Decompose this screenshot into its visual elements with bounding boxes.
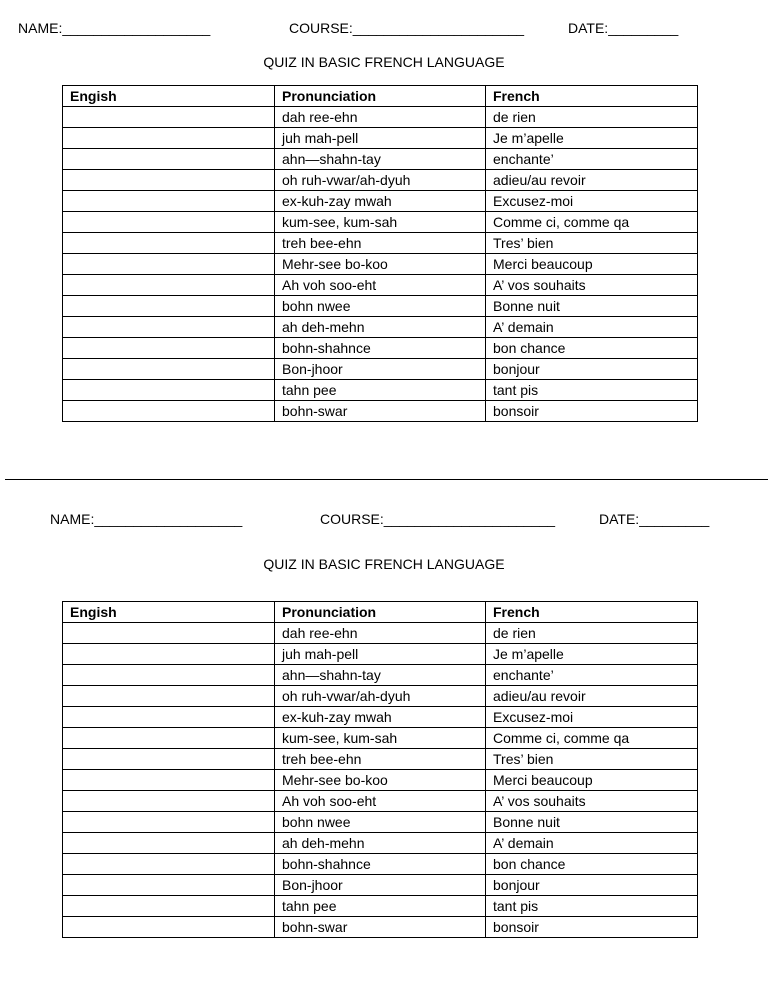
table-row: [63, 917, 698, 938]
pronunciation-cell: ah deh-mehn: [275, 317, 486, 338]
english-answer-cell[interactable]: [63, 317, 275, 338]
english-answer-cell[interactable]: [63, 791, 275, 812]
pronunciation-cell: Mehr-see bo-koo: [275, 254, 486, 275]
table-row: [63, 233, 698, 254]
cut-line-divider: [5, 479, 768, 480]
date-field: DATE:_________: [599, 511, 710, 527]
french-cell: bonsoir: [486, 401, 698, 422]
table-row: [63, 296, 698, 317]
pronunciation-cell: ahn—shahn-tay: [275, 665, 486, 686]
pronunciation-cell: bohn-swar: [275, 917, 486, 938]
table-row: [63, 728, 698, 749]
table-row: [63, 317, 698, 338]
english-answer-cell[interactable]: [63, 107, 275, 128]
table-row: [63, 359, 698, 380]
table-row: [63, 191, 698, 212]
french-cell: bon chance: [486, 338, 698, 359]
french-cell: A’ vos souhaits: [486, 791, 698, 812]
english-answer-cell[interactable]: [63, 917, 275, 938]
table-row: [63, 401, 698, 422]
french-cell: Comme ci, comme qa: [486, 728, 698, 749]
french-cell: Excusez-moi: [486, 191, 698, 212]
french-cell: Excusez-moi: [486, 707, 698, 728]
pronunciation-cell: ex-kuh-zay mwah: [275, 707, 486, 728]
table-header-row: [63, 86, 698, 107]
french-cell: A’ demain: [486, 833, 698, 854]
pronunciation-cell: juh mah-pell: [275, 128, 486, 149]
table-row: [63, 665, 698, 686]
english-answer-cell[interactable]: [63, 686, 275, 707]
english-answer-cell[interactable]: [63, 749, 275, 770]
french-cell: Tres’ bien: [486, 233, 698, 254]
table-row: [63, 749, 698, 770]
french-cell: tant pis: [486, 380, 698, 401]
table-row: [63, 254, 698, 275]
name-field: NAME:___________________: [50, 511, 243, 527]
french-cell: bon chance: [486, 854, 698, 875]
english-answer-cell[interactable]: [63, 359, 275, 380]
french-cell: adieu/au revoir: [486, 170, 698, 191]
french-cell: bonsoir: [486, 917, 698, 938]
english-answer-cell[interactable]: [63, 380, 275, 401]
english-answer-cell[interactable]: [63, 812, 275, 833]
english-answer-cell[interactable]: [63, 875, 275, 896]
french-cell: enchante’: [486, 149, 698, 170]
table-row: [63, 833, 698, 854]
table-row: [63, 380, 698, 401]
english-answer-cell[interactable]: [63, 275, 275, 296]
pronunciation-cell: dah ree-ehn: [275, 623, 486, 644]
table-row: [63, 107, 698, 128]
table-row: [63, 623, 698, 644]
table-row: [63, 812, 698, 833]
english-answer-cell[interactable]: [63, 212, 275, 233]
pronunciation-cell: Bon-jhoor: [275, 875, 486, 896]
english-answer-cell[interactable]: [63, 401, 275, 422]
french-cell: enchante’: [486, 665, 698, 686]
pronunciation-cell: Ah voh soo-eht: [275, 275, 486, 296]
table-row: [63, 149, 698, 170]
english-answer-cell[interactable]: [63, 854, 275, 875]
pronunciation-cell: tahn pee: [275, 896, 486, 917]
english-answer-cell[interactable]: [63, 254, 275, 275]
french-cell: Bonne nuit: [486, 296, 698, 317]
pronunciation-cell: juh mah-pell: [275, 644, 486, 665]
column-header-english: Engish: [63, 86, 275, 107]
pronunciation-cell: kum-see, kum-sah: [275, 728, 486, 749]
quiz-table: [62, 85, 698, 422]
table-row: [63, 875, 698, 896]
pronunciation-cell: bohn-swar: [275, 401, 486, 422]
english-answer-cell[interactable]: [63, 665, 275, 686]
english-answer-cell[interactable]: [63, 728, 275, 749]
pronunciation-cell: oh ruh-vwar/ah-dyuh: [275, 686, 486, 707]
pronunciation-cell: treh bee-ehn: [275, 233, 486, 254]
table-row: [63, 770, 698, 791]
table-row: [63, 686, 698, 707]
quiz-title: QUIZ IN BASIC FRENCH LANGUAGE: [263, 556, 505, 572]
english-answer-cell[interactable]: [63, 833, 275, 854]
column-header-french: French: [486, 86, 698, 107]
column-header-english: Engish: [63, 602, 275, 623]
french-cell: A’ vos souhaits: [486, 275, 698, 296]
french-cell: adieu/au revoir: [486, 686, 698, 707]
pronunciation-cell: ex-kuh-zay mwah: [275, 191, 486, 212]
english-answer-cell[interactable]: [63, 338, 275, 359]
french-cell: Je m’apelle: [486, 128, 698, 149]
table-row: [63, 212, 698, 233]
date-field: DATE:_________: [568, 20, 679, 36]
french-cell: bonjour: [486, 359, 698, 380]
table-row: [63, 275, 698, 296]
french-cell: bonjour: [486, 875, 698, 896]
french-cell: Merci beaucoup: [486, 770, 698, 791]
pronunciation-cell: bohn nwee: [275, 296, 486, 317]
column-header-french: French: [486, 602, 698, 623]
table-row: [63, 791, 698, 812]
quiz-table: [62, 601, 698, 938]
course-field: COURSE:______________________: [289, 20, 525, 36]
table-row: [63, 338, 698, 359]
pronunciation-cell: ahn—shahn-tay: [275, 149, 486, 170]
french-cell: Comme ci, comme qa: [486, 212, 698, 233]
pronunciation-cell: tahn pee: [275, 380, 486, 401]
table-header-row: [63, 602, 698, 623]
pronunciation-cell: Ah voh soo-eht: [275, 791, 486, 812]
english-answer-cell[interactable]: [63, 233, 275, 254]
pronunciation-cell: ah deh-mehn: [275, 833, 486, 854]
french-cell: Tres’ bien: [486, 749, 698, 770]
french-cell: tant pis: [486, 896, 698, 917]
course-field: COURSE:______________________: [320, 511, 556, 527]
english-answer-cell[interactable]: [63, 896, 275, 917]
english-answer-cell[interactable]: [63, 644, 275, 665]
column-header-pronunciation: Pronunciation: [275, 602, 486, 623]
french-cell: Bonne nuit: [486, 812, 698, 833]
pronunciation-cell: treh bee-ehn: [275, 749, 486, 770]
name-field: NAME:___________________: [18, 20, 211, 36]
french-cell: de rien: [486, 623, 698, 644]
pronunciation-cell: bohn-shahnce: [275, 338, 486, 359]
english-answer-cell[interactable]: [63, 170, 275, 191]
table-row: [63, 170, 698, 191]
table-row: [63, 896, 698, 917]
english-answer-cell[interactable]: [63, 128, 275, 149]
table-row: [63, 854, 698, 875]
english-answer-cell[interactable]: [63, 191, 275, 212]
french-cell: A’ demain: [486, 317, 698, 338]
pronunciation-cell: kum-see, kum-sah: [275, 212, 486, 233]
pronunciation-cell: bohn-shahnce: [275, 854, 486, 875]
english-answer-cell[interactable]: [63, 707, 275, 728]
table-row: [63, 707, 698, 728]
french-cell: Je m’apelle: [486, 644, 698, 665]
pronunciation-cell: bohn nwee: [275, 812, 486, 833]
pronunciation-cell: Mehr-see bo-koo: [275, 770, 486, 791]
column-header-pronunciation: Pronunciation: [275, 86, 486, 107]
table-row: [63, 128, 698, 149]
french-cell: Merci beaucoup: [486, 254, 698, 275]
quiz-title: QUIZ IN BASIC FRENCH LANGUAGE: [263, 54, 505, 70]
english-answer-cell[interactable]: [63, 296, 275, 317]
french-cell: de rien: [486, 107, 698, 128]
english-answer-cell[interactable]: [63, 149, 275, 170]
table-row: [63, 644, 698, 665]
pronunciation-cell: Bon-jhoor: [275, 359, 486, 380]
pronunciation-cell: dah ree-ehn: [275, 107, 486, 128]
english-answer-cell[interactable]: [63, 770, 275, 791]
pronunciation-cell: oh ruh-vwar/ah-dyuh: [275, 170, 486, 191]
english-answer-cell[interactable]: [63, 623, 275, 644]
